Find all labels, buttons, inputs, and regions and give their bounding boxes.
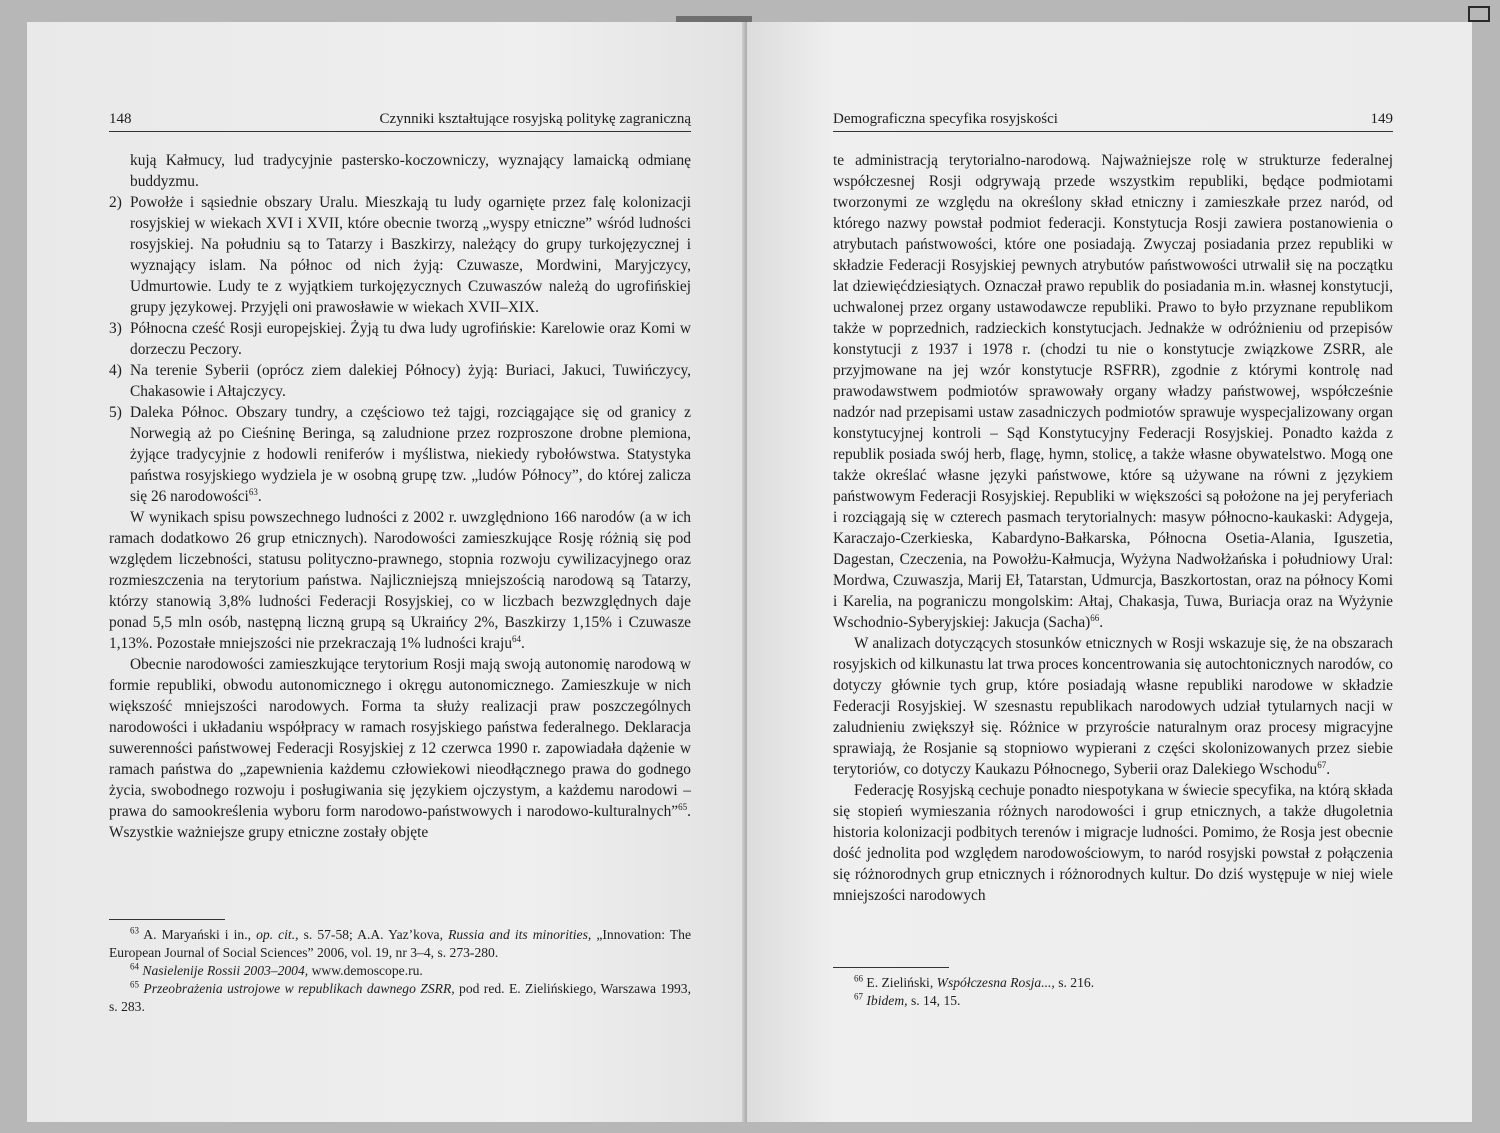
paragraph bbox=[109, 654, 691, 843]
list-number: 4) bbox=[109, 362, 122, 379]
running-header bbox=[833, 110, 1393, 132]
footnote-number: 63 bbox=[130, 925, 139, 936]
footnote-number: 64 bbox=[130, 961, 139, 972]
list-text-body: Daleka Północ. Obszary tundry, a częściowo też tajgi, rozciągające się od granicy z Norwegią aż po Cieśninę Beringa, są zaludnione przez rozproszone drobne plemiona, żyjące tradycyjnie z hodowli reniferów i myślistwa, niekiedy rybołówstwa. Statystyka państwa rosyjskiego wydziela je w osobną grupę tzw. „ludów Północy”, do której zalicza się 26 narodowości bbox=[130, 404, 691, 505]
footnote-number: 67 bbox=[854, 991, 863, 1002]
paragraph-text: W analizach dotyczących stosunków etnicznych w Rosji wskazuje się, że na obszarach rosyjskich od kilkunastu lat trwa proces koncentrowania się autochtonicznych narodów, co dotyczy głównie tych grup, które posiadają własne republiki narodowe w składzie Federacji Rosyjskiej. W szesnastu republikach narodowych udział tytularnych nacji w zaludnieniu zwiększył się. Różnice w przyroście naturalnym oraz procesy migracyjne sprawiają, że Rosjanie są stopniowo wypierani z części skolonizowanych przez siebie terytoriów, co dotyczy Kaukazu Północnego, Syberii oraz Dalekiego Wschodu bbox=[833, 635, 1393, 778]
paragraph-end: . bbox=[521, 635, 525, 652]
footnote-italic: Współczesna Rosja..., bbox=[936, 975, 1055, 990]
footnote-text: s. 14, 15. bbox=[907, 993, 961, 1008]
footnote-divider bbox=[833, 967, 949, 968]
list-text: Powołże i sąsiednie obszary Uralu. Mieszkają tu ludy ogarnięte przez falę kolonizacji rosyjskiej w wiekach XVI i XVII, które obecnie tworzą „wyspy etniczne” wśród ludności rosyjskiej. Na południu są to Tatarzy i Baszkirzy, należący do grupy turkojęzycznej i wyznający islam. Na północ od nich żyją: Czuwasze, Mordwini, Maryjczycy, Udmurtowie. Ludy te z wyjątkiem turkojęzycznych Czuwaszów należą do ugrofińskiej grupy językowej. Przyjęli oni prawosławie w wiekach XVII–XIX. bbox=[130, 194, 691, 316]
footnote-ref[interactable]: 65 bbox=[678, 801, 688, 812]
footnote-ref[interactable]: 67 bbox=[1317, 759, 1327, 770]
footnote-italic: Ibidem, bbox=[866, 993, 908, 1008]
right-page bbox=[747, 22, 1472, 1122]
running-head-title: Czynniki kształtujące rosyjską politykę zagraniczną bbox=[379, 111, 691, 127]
footnote-italic: Russia and its minorities, bbox=[448, 927, 592, 942]
footnote-divider bbox=[109, 919, 225, 920]
corner-marker-icon bbox=[1468, 6, 1490, 22]
footnote-text: s. 216. bbox=[1054, 975, 1095, 990]
footnote bbox=[833, 992, 1393, 1010]
footnote bbox=[833, 974, 1393, 992]
page-body bbox=[833, 150, 1393, 906]
list-number: 2) bbox=[109, 194, 122, 211]
footnotes bbox=[109, 926, 691, 1016]
footnotes bbox=[833, 974, 1393, 1010]
paragraph-end: . Wszystkie ważniejsze grupy etniczne zostały objęte bbox=[109, 803, 691, 841]
running-head-title: Demograficzna specyfika rosyjskości bbox=[833, 111, 1058, 127]
paragraph-text: W wynikach spisu powszechnego ludności z 2002 r. uwzględniono 166 narodów (a w ich ramach dodatkowo 26 grup etnicznych). Narodowości zamieszkujące Rosję różnią się pod względem liczebności, statusu polityczno-prawnego, stopnia rozwoju cywilizacyjnego oraz rozmieszczenia na terytorium państwa. Najliczniejszą mniejszością narodową są Tatarzy, którzy stanowią 3,8% ludności Federacji Rosyjskiej, co w liczbach bezwzględnych daje ponad 5,5 mln osób, następną liczną grupą są Ukraińcy 2%, Baszkirzy 1,15% i Czuwasze 1,13%. Pozostałe mniejszości nie przekraczają 1% ludności kraju bbox=[109, 509, 691, 652]
footnote-ref[interactable]: 63 bbox=[248, 486, 258, 497]
list-continuation: kują Kałmucy, lud tradycyjnie pastersko-koczowniczy, wyznający lamaicką odmianę buddyzmu. bbox=[130, 152, 691, 190]
page-body bbox=[109, 150, 691, 843]
paragraph-text: Obecnie narodowości zamieszkujące terytorium Rosji mają swoją autonomię narodową w formie republiki, obwodu autonomicznego i okręgu autonomicznego. Zamieszkuje w nich większość mniejszości narodowych. Forma ta służy realizacji praw poszczególnych narodowości i układaniu współpracy w ramach rosyjskiego państwa federalnego. Deklaracja suwerenności państwowej Federacji Rosyjskiej z 12 czerwca 1990 r. zapowiadała dążenie w ramach państwa do „zapewnienia każdemu człowiekowi nieodłącznego prawa do godnego życia, swobodnego rozwoju i posługiwania się językiem ojczystym, a każdemu narodowi – prawa do samookreślenia wyboru form narodowo-państwowych i narodowo-kulturalnych” bbox=[109, 656, 691, 820]
footnote bbox=[109, 962, 691, 980]
footnote-number: 66 bbox=[854, 973, 863, 984]
paragraph-end: . bbox=[1099, 614, 1104, 631]
list-number: 3) bbox=[109, 320, 122, 337]
list-item bbox=[109, 402, 691, 507]
footnote-italic: Przeobrażenia ustrojowe w republikach dawnego ZSRR, bbox=[143, 981, 455, 996]
list-item bbox=[109, 360, 691, 402]
left-page bbox=[27, 22, 747, 1122]
list-text-end: . bbox=[257, 488, 262, 505]
page-number: 148 bbox=[109, 111, 132, 127]
footnote-italic: Nasielenije Rossii 2003–2004, bbox=[142, 963, 309, 978]
footnote-text: „Innovation: The European Journal of Social Sciences” 2006, vol. 19, nr 3–4, s. 273-280. bbox=[109, 927, 691, 960]
footnote bbox=[109, 980, 691, 1016]
list-number: 5) bbox=[109, 404, 122, 421]
footnote-italic: op. cit., bbox=[256, 927, 299, 942]
list-text bbox=[130, 402, 691, 507]
paragraph-end: . bbox=[1326, 761, 1331, 778]
paragraph bbox=[833, 633, 1393, 780]
footnote-ref[interactable]: 66 bbox=[1090, 612, 1100, 623]
page-number: 149 bbox=[1370, 111, 1393, 127]
footnote-text: pod red. E. Zielińskiego, Warszawa 1993, s. 283. bbox=[109, 981, 691, 1014]
footnote-text: www.demoscope.ru. bbox=[308, 963, 423, 978]
footnote bbox=[109, 926, 691, 962]
footnote-text: s. 57-58; A.A. Yaz’kova, bbox=[298, 927, 449, 942]
list-text: Na terenie Syberii (oprócz ziem dalekiej Północy) żyją: Buriaci, Jakuci, Tuwińczycy, Chakasowie i Ałtajczycy. bbox=[130, 362, 691, 400]
list-item bbox=[109, 192, 691, 318]
paragraph-text: te administracją terytorialno-narodową. Najważniejsze rolę w strukturze federalnej współczesnej Rosji odgrywają przede wszystkim republiki, będące podmiotami tworzonymi ze względu na określony skład etniczny i zamieszkałe przez naród, od którego nazwy powstał podmiot federacji. Konstytucja Rosji zawiera postanowienia o atrybutach państwowości, które one posiadają. Zwyczaj posiadania przez republiki w składzie Federacji Rosyjskiej pewnych atrybutów państwowości utrwalił się na początku lat dziewięćdziesiątych. Oznaczał prawo republik do posiadania m.in. własnej konstytucji, uchwalonej przez organy ustawodawcze republiki. Prawo to było przyznane republikom także w poprzednich, radzieckich konstytucjach. Jednakże w odróżnieniu od przepisów konstytucji z 1937 i 1978 r. (chodzi tu nie o konstytucje związkowe ZSRR, ale przyjmowane na jej wzór konstytucje RSFRR), zgodnie z którymi kontrolę nad prawodawstwem podmiotów sprawowały organy władzy państwowej, współcześnie nadzór nad przepisami ustaw zasadniczych podmiotów sprawuje wyspecjalizowany organ konstytucyjnej kontroli – Sąd Konstytucyjny Federacji Rosyjskiej. Ponadto każda z republik posiada swój herb, flagę, hymn, stolicę, a także własne obywatelstwo. Mogą one także określać własne języki państwowe, które są używane na równi z językiem państwowym Federacji Rosyjskiej. Republiki w większości są położone na jej peryferiach i rozciągają się w czterech pasmach terytorialnych: masyw północno-kaukaski: Adygeja, Karaczajo-Czerkieska, Kabardyno-Bałkarska, Północna Osetia-Alania, Iguszetia, Dagestan, Czeczenia, na Powołżu-Kałmucja, Wyżyna Nadwołżańska i południowy Ural: Mordwa, Czuwaszja, Marij Eł, Tatarstan, Udmurcja, Baszkortostan, oraz na północy Komi i Karelia, na pograniczu mongolskim: Ałtaj, Chakasja, Tuwa, Buriacja oraz na Wyżynie Wschodnio-Syberyjskiej: Jakucja (Sacha) bbox=[833, 152, 1393, 631]
list-text: Północna cześć Rosji europejskiej. Żyją tu dwa ludy ugrofińskie: Karelowie oraz Komi w dorzeczu Peczory. bbox=[130, 320, 691, 358]
footnote-text: A. Maryański i in., bbox=[139, 927, 257, 942]
list-item bbox=[109, 318, 691, 360]
footnote-text: E. Zieliński, bbox=[863, 975, 937, 990]
paragraph bbox=[833, 150, 1393, 633]
footnote-number: 65 bbox=[130, 979, 139, 990]
footnote-ref[interactable]: 64 bbox=[512, 633, 522, 644]
paragraph bbox=[109, 507, 691, 654]
paragraph: Federację Rosyjską cechuje ponadto niespotykana w świecie specyfika, na którą składa się stopień wymieszania różnych narodowości i grup etnicznych, a także długoletnia historia kolonizacji podbitych terenów i migracje ludności. Pomimo, że Rosja jest obecnie dość jednolita pod względem narodowościowym, to naród rosyjski powstał z połączenia się różnorodnych grup etnicznych i różnorodnych kultur. Do dziś występuje w niej wiele mniejszości narodowych bbox=[833, 782, 1393, 904]
running-header bbox=[109, 110, 691, 132]
